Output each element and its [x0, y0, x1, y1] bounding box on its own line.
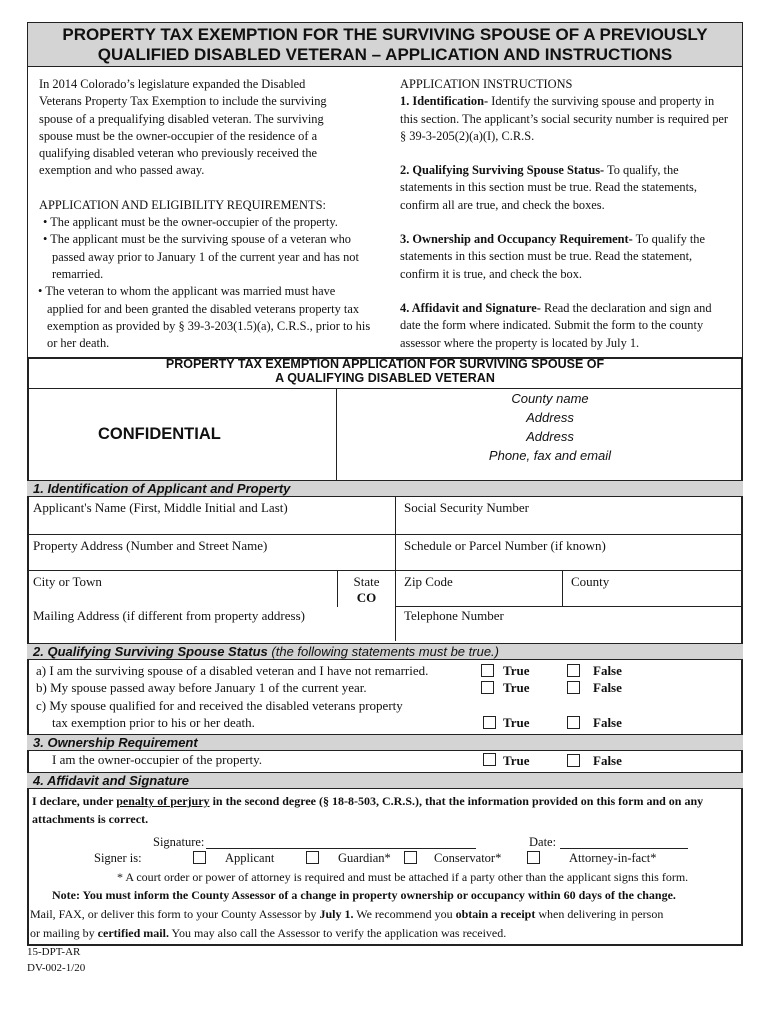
- signature-label: Signature:: [153, 835, 205, 849]
- statement-a: a) I am the surviving spouse of a disabled veteran and I have not remarried.: [36, 663, 429, 678]
- signer-label: Signer is:: [94, 851, 142, 865]
- statement-b-false-checkbox[interactable]: [567, 681, 580, 694]
- county-address-1: Address: [526, 410, 574, 425]
- declaration: I declare, under penalty of perjury in the second degree (§ 18-8-503, C.R.S.), that the information provided on this form and on any attachments is correct.: [32, 794, 704, 826]
- ownership-true-checkbox[interactable]: [483, 753, 496, 766]
- date-line[interactable]: [560, 848, 688, 849]
- footnote: * A court order or power of attorney is required and must be attached if a party other than the applicant signs this form.: [117, 870, 689, 884]
- city-field[interactable]: [27, 571, 337, 606]
- intro-left-column: [39, 76, 369, 352]
- confidential-label: CONFIDENTIAL: [98, 425, 221, 443]
- true-label: True: [503, 663, 530, 678]
- signer-attorney-checkbox[interactable]: [527, 851, 540, 864]
- statement-c-line1: c) My spouse qualified for and received the disabled veterans property: [36, 698, 403, 713]
- instruction-item-3: 3. Ownership and Occupancy Requirement- To qualify the statements in this section must be true. Read the statement, confirm it is true, and check the box.: [400, 232, 705, 281]
- ssn-field[interactable]: [396, 497, 743, 534]
- form-code-1: 15-DPT-AR: [27, 946, 81, 958]
- county-info: [450, 389, 650, 465]
- statement-b-true-checkbox[interactable]: [481, 681, 494, 694]
- county-address-2: Address: [526, 429, 574, 444]
- county-name: County name: [511, 391, 589, 406]
- parcel-number-label: Schedule or Parcel Number (if known): [404, 538, 606, 553]
- instruction-item-2: 2. Qualifying Surviving Spouse Status- To qualify, the statements in this section must be true. Read the statements, confirm all are true, and check the boxes.: [400, 163, 697, 212]
- property-address-label: Property Address (Number and Street Name): [33, 538, 268, 553]
- mailing-address-label: Mailing Address (if different from property address): [33, 608, 305, 623]
- county-contact: Phone, fax and email: [488, 448, 612, 463]
- instructions-column: [400, 76, 730, 352]
- signature-line[interactable]: [206, 848, 476, 849]
- statement-c-line2: tax exemption prior to his or her death.: [52, 715, 255, 730]
- property-address-field[interactable]: [27, 535, 395, 570]
- statement-b: b) My spouse passed away before January 1 of the current year.: [36, 680, 367, 695]
- statement-c-false-checkbox[interactable]: [567, 716, 580, 729]
- county-field[interactable]: [563, 571, 743, 606]
- parcel-number-field[interactable]: [396, 535, 743, 570]
- date-label: Date:: [529, 835, 557, 849]
- section2-header: 2. Qualifying Surviving Spouse Status (the following statements must be true.): [27, 643, 743, 660]
- instruction-item-1: 1. Identification- Identify the surviving spouse and property in this section. The applicant’s social security number is required per § 39-3-205(2)(a)(I), C.R.S.: [400, 94, 729, 143]
- statement-a-false-checkbox[interactable]: [567, 664, 580, 677]
- true-label: True: [503, 753, 530, 768]
- applicant-name-label: Applicant's Name (First, Middle Initial and Last): [33, 500, 288, 515]
- section3-header: 3. Ownership Requirement: [27, 734, 743, 751]
- form-code-2: DV-002-1/20: [27, 962, 86, 974]
- zip-field[interactable]: [396, 571, 562, 606]
- page-title-line1: PROPERTY TAX EXEMPTION FOR THE SURVIVING SPOUSE OF A PREVIOUSLY: [62, 25, 708, 44]
- mailing-address-field[interactable]: [27, 607, 395, 641]
- true-label: True: [503, 715, 530, 730]
- telephone-label: Telephone Number: [404, 608, 504, 623]
- ownership-statement: I am the owner-occupier of the property.: [52, 752, 263, 767]
- perjury-link: penalty of perjury: [116, 794, 210, 808]
- instruction-item-4: 4. Affidavit and Signature- Read the declaration and sign and date the form where indicated. Submit the form to the county assessor where the property is located by July 1.: [400, 300, 712, 350]
- requirement-item: • The applicant must be the surviving spouse of a veteran who passed away prior to January 1 of the current year and has not remarried.: [43, 232, 359, 281]
- change-note: Note: You must inform the County Assessor of a change in property ownership or occupancy within 60 days of the change.: [52, 888, 676, 902]
- signer-option-attorney: Attorney-in-fact*: [569, 851, 657, 865]
- signer-guardian-checkbox[interactable]: [306, 851, 319, 864]
- false-label: False: [593, 715, 622, 730]
- title-banner: [27, 22, 743, 67]
- page-title-line2: QUALIFIED DISABLED VETERAN – APPLICATION AND INSTRUCTIONS: [97, 45, 673, 64]
- intro-paragraph: In 2014 Colorado’s legislature expanded the Disabled Veterans Property Tax Exemption to include the surviving spouse of a prequalifying disabled veteran. The surviving spouse must be the owner-occupier of the residence of a qualifying disabled veteran who previously received the exemption and who passed away.: [39, 77, 327, 178]
- county-label: County: [571, 574, 610, 589]
- section1-header: 1. Identification of Applicant and Property: [27, 480, 743, 497]
- applicant-name-field[interactable]: [27, 497, 395, 534]
- state-field: [338, 571, 395, 606]
- mail-instructions-line2: or mailing by certified mail. You may also call the Assessor to verify the application was received.: [30, 926, 507, 940]
- section4-header: 4. Affidavit and Signature: [27, 772, 743, 789]
- true-label: True: [503, 680, 530, 695]
- statement-c-true-checkbox[interactable]: [483, 716, 496, 729]
- state-label: State: [353, 574, 380, 589]
- ownership-false-checkbox[interactable]: [567, 754, 580, 767]
- false-label: False: [593, 663, 622, 678]
- state-value: CO: [356, 590, 377, 605]
- mail-instructions-line1: Mail, FAX, or deliver this form to your County Assessor by July 1. We recommend you obtain a receipt when delivering in person: [30, 907, 664, 921]
- false-label: False: [593, 753, 622, 768]
- ssn-label: Social Security Number: [404, 500, 529, 515]
- signer-option-applicant: Applicant: [225, 851, 275, 865]
- signer-option-guardian: Guardian*: [338, 851, 391, 865]
- zip-label: Zip Code: [404, 574, 453, 589]
- requirements-heading: APPLICATION AND ELIGIBILITY REQUIREMENTS:: [39, 197, 326, 212]
- signer-applicant-checkbox[interactable]: [193, 851, 206, 864]
- confidential-divider: [336, 388, 337, 481]
- form-title: PROPERTY TAX EXEMPTION APPLICATION FOR SURVIVING SPOUSE OF A QUALIFYING DISABLED VETERAN: [165, 357, 605, 385]
- signer-conservator-checkbox[interactable]: [404, 851, 417, 864]
- signer-option-conservator: Conservator*: [434, 851, 502, 865]
- requirements-list: [39, 214, 369, 352]
- instructions-heading: APPLICATION INSTRUCTIONS: [400, 77, 573, 91]
- requirement-item: • The applicant must be the owner-occupier of the property.: [43, 215, 338, 230]
- false-label: False: [593, 680, 622, 695]
- requirement-item: • The veteran to whom the applicant was married must have applied for and been granted the disabled veterans property tax exemption as provided by § 39-3-203(1.5)(a), C.R.S., prior to his or her death.: [38, 284, 371, 351]
- telephone-field[interactable]: [396, 607, 743, 641]
- statement-a-true-checkbox[interactable]: [481, 664, 494, 677]
- city-label: City or Town: [33, 574, 102, 589]
